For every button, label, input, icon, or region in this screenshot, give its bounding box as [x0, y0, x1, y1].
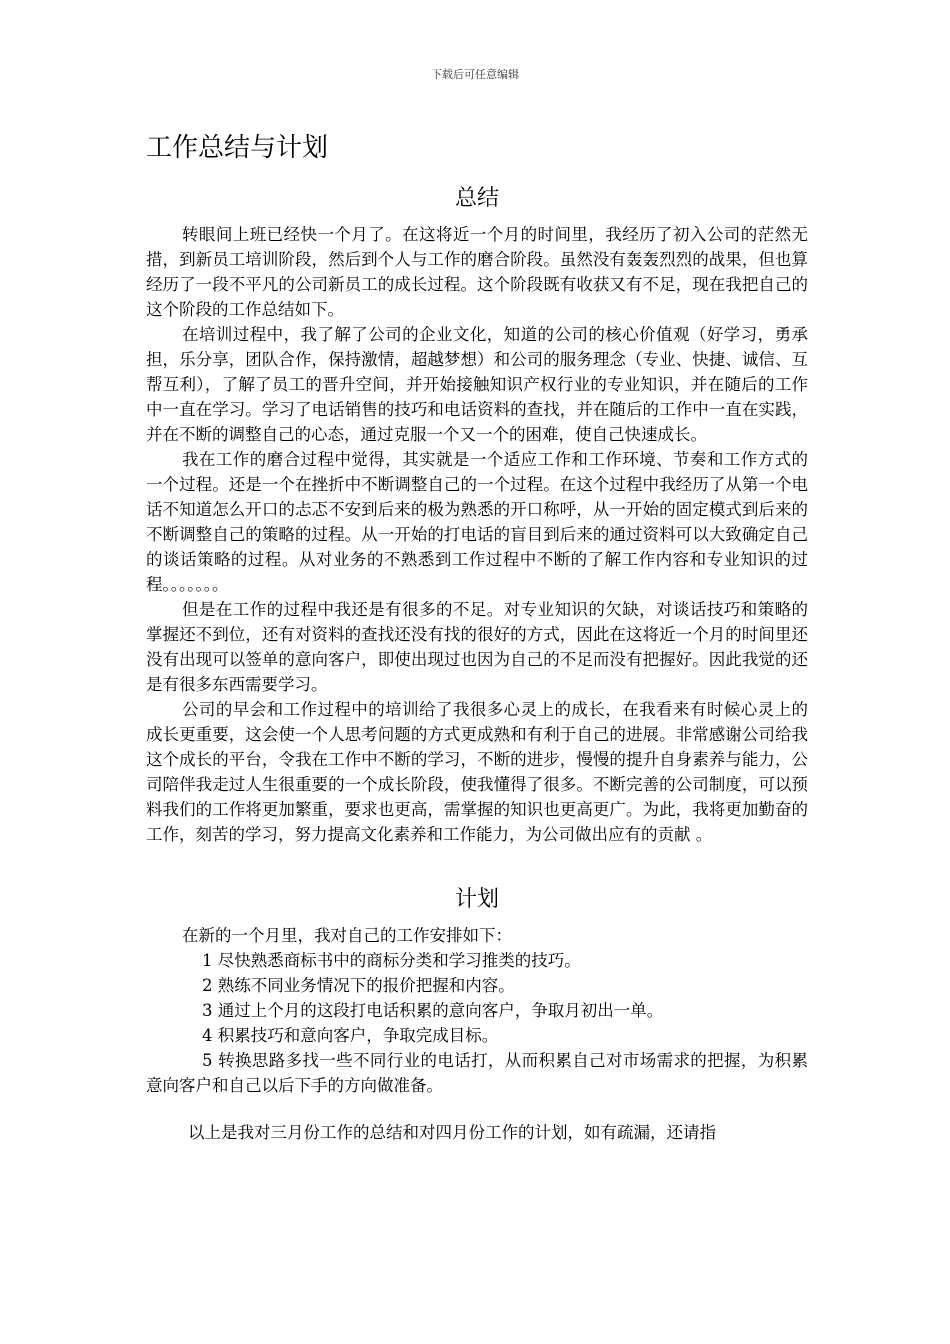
- plan-item: 3 通过上个月的这段打电话积累的意向客户，争取月初出一单。: [202, 1001, 664, 1020]
- document-body: [146, 182, 808, 1145]
- summary-paragraph: 公司的早会和工作过程中的培训给了我很多心灵上的成长，在我看来有时候心灵上的成长更重要，这会使一个人思考问题的方式更成熟和有利于自己的进展。非常感谢公司给我这个成长的平台，令我在工作中不断的学习，不断的进步，慢慢的提升自身素养与能力，公司陪伴我走过人生很重要的一个成长阶段，使我懂得了很多。不断完善的公司制度，可以预料我们的工作将更加繁重，要求也更高，需掌握的知识也更高更广。为此，我将更加勤奋的工作，刻苦的学习，努力提高文化素养和工作能力，为公司做出应有的贡献 。: [146, 700, 808, 844]
- plan-heading: 计划: [454, 887, 499, 912]
- plan-item: 2 熟练不同业务情况下的报价把握和内容。: [202, 976, 515, 995]
- section-spacer: [146, 847, 808, 883]
- plan-item: 4 积累技巧和意向客户，争取完成目标。: [202, 1026, 499, 1045]
- summary-heading: 总结: [454, 186, 499, 211]
- plan-item: 1 尽快熟悉商标书中的商标分类和学习推类的技巧。: [202, 951, 581, 970]
- plan-item: 5 转换思路多找一些不同行业的电话打，从而积累自己对市场需求的把握，为积累意向客户和自己以后下手的方向做准备。: [146, 1051, 808, 1095]
- summary-paragraph: 转眼间上班已经快一个月了。在这将近一个月的时间里，我经历了初入公司的茫然无措，到新员工培训阶段，然后到个人与工作的磨合阶段。虽然没有轰轰烈烈的战果，但也算经历了一段不平凡的公司新员工的成长过程。这个阶段既有收获又有不足，现在我把自己的这个阶段的工作总结如下。: [146, 225, 808, 319]
- closing-spacer: [146, 1098, 808, 1120]
- closing-paragraph: 以上是我对三月份工作的总结和对四月份工作的计划，如有疏漏，还请指: [188, 1123, 716, 1142]
- header-note: 下载后可任意编辑: [431, 68, 519, 81]
- summary-paragraph: 但是在工作的过程中我还是有很多的不足。对专业知识的欠缺，对谈话技巧和策略的掌握还不到位，还有对资料的查找还没有找的很好的方式，因此在这将近一个月的时间里还没有出现可以签单的意向客户，即使出现过也因为自己的不足而没有把握好。因此我觉的还是有很多东西需要学习。: [146, 600, 808, 694]
- summary-paragraph: 我在工作的磨合过程中觉得，其实就是一个适应工作和工作环境、节奏和工作方式的一个过程。还是一个在挫折中不断调整自己的一个过程。在这个过程中我经历了从第一个电话不知道怎么开口的忐忑不安到后来的极为熟悉的开口称呼，从一开始的固定模式到后来的不断调整自己的策略的过程。从一开始的打电话的盲目到后来的通过资料可以大致确定自己的谈话策略的过程。从对业务的不熟悉到工作过程中不断的了解工作内容和专业知识的过程。。。。。。。: [146, 450, 808, 594]
- document-title: 工作总结与计划: [146, 133, 329, 163]
- summary-paragraph: 在培训过程中，我了解了公司的企业文化，知道的公司的核心价值观（好学习，勇承担，乐分享，团队合作，保持激情，超越梦想）和公司的服务理念（专业、快捷、诚信、互帮互利），了解了员工的晋升空间，并开始接触知识产权行业的专业知识，并在随后的工作中一直在学习。学习了电话销售的技巧和电话资料的查找，并在随后的工作中一直在实践，并在不断的调整自己的心态，通过克服一个又一个的困难，使自己快速成长。: [146, 325, 808, 444]
- plan-intro: 在新的一个月里，我对自己的工作安排如下：: [182, 926, 512, 945]
